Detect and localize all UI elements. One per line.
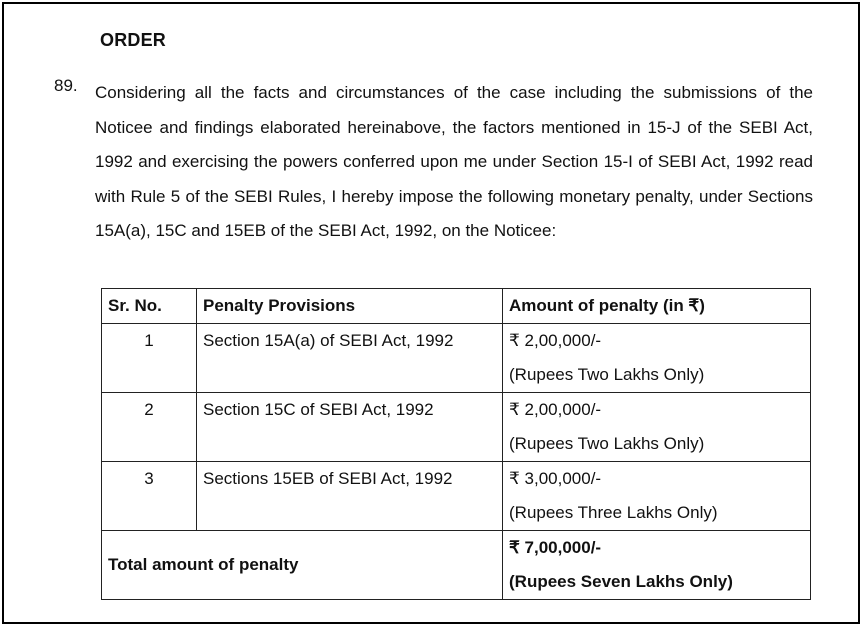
header-penalty-provisions: Penalty Provisions: [197, 289, 503, 324]
table-row: [102, 393, 811, 462]
row-sr-no: 3: [102, 462, 197, 531]
total-label: Total amount of penalty: [102, 531, 503, 600]
paragraph-number: 89.: [54, 76, 78, 95]
total-row: [102, 531, 811, 600]
total-amount: ₹ 7,00,000/-: [509, 538, 602, 557]
row-amount: ₹ 2,00,000/-: [509, 400, 602, 419]
table-row: [102, 462, 811, 531]
header-amount: Amount of penalty (in ₹): [503, 289, 811, 324]
header-sr-no: Sr. No.: [102, 289, 197, 324]
row-provision: Sections 15EB of SEBI Act, 1992: [197, 462, 503, 531]
order-heading: ORDER: [100, 30, 167, 50]
total-amount-words: (Rupees Seven Lakhs Only): [509, 572, 733, 591]
row-provision: Section 15A(a) of SEBI Act, 1992: [197, 324, 503, 393]
row-sr-no: 2: [102, 393, 197, 462]
row-amount-words: (Rupees Two Lakhs Only): [509, 365, 705, 384]
row-amount-cell: [503, 393, 811, 462]
row-amount-cell: [503, 324, 811, 393]
row-amount: ₹ 2,00,000/-: [509, 331, 602, 350]
row-sr-no: 1: [102, 324, 197, 393]
row-amount: ₹ 3,00,000/-: [509, 469, 602, 488]
penalty-table: [101, 288, 811, 600]
total-amount-cell: [503, 531, 811, 600]
row-provision: Section 15C of SEBI Act, 1992: [197, 393, 503, 462]
row-amount-cell: [503, 462, 811, 531]
row-amount-words: (Rupees Two Lakhs Only): [509, 434, 705, 453]
table-row: [102, 324, 811, 393]
table-header-row: [102, 289, 811, 324]
row-amount-words: (Rupees Three Lakhs Only): [509, 503, 718, 522]
order-paragraph: Considering all the facts and circumstances of the case including the submissions of the Noticee and findings elaborated hereinabove, the factors mentioned in 15-J of the SEBI Act, 1992 and exercising the powers conferred upon me under Section 15-I of SEBI Act, 1992 read with Rule 5 of the SEBI Rules, I hereby impose the following monetary penalty, under Sections 15A(a), 15C and 15EB of the SEBI Act, 1992, on the Noticee:: [95, 83, 813, 240]
